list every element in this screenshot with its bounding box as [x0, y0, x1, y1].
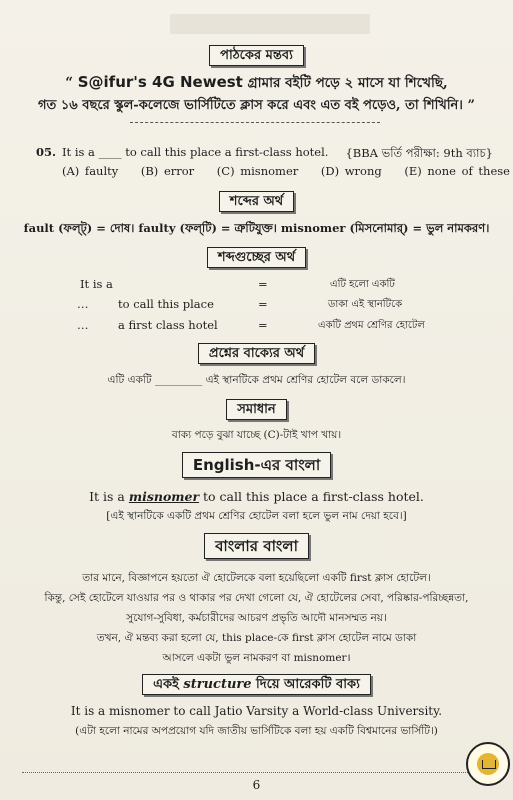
quote-line-2: গত ১৬ বছরে স্কুল-কলেজে ভার্সিটিতে ক্লাস করে এবং এত বই পড়েও, তা শিখিনি। ”	[38, 98, 475, 113]
ghost-header	[170, 14, 370, 34]
book-logo-icon	[466, 742, 510, 786]
word-meaning-wrap	[0, 190, 513, 212]
quote-line-1	[0, 72, 513, 95]
reader-box-wrap	[0, 44, 513, 66]
quote-open: “	[65, 75, 78, 91]
bangla-line-2: কিন্তু, সেই হোটেলে যাওয়ার পর ও থাকার পর দেখা গেলো যে, ঐ হোটেলের সেবা, পরিষ্কার-পরিচ্ছন্নতা,	[44, 592, 469, 604]
english-sentence-post: to call this place a first-class hotel.	[199, 489, 424, 504]
phrase-row-3-eq: =	[258, 318, 268, 332]
phrase-meaning-wrap	[0, 246, 513, 268]
word-meaning-label: শব্দের অর্থ	[219, 191, 294, 212]
question-stem: It is a ____ to call this place a first-class hotel.	[62, 145, 329, 159]
answer-word: misnomer	[128, 489, 200, 504]
phrase-row-1-eq: =	[258, 277, 268, 291]
reader-box-label: পাঠকের মন্তব্য	[209, 45, 304, 66]
same-structure-label	[142, 674, 371, 695]
english-translation: [এই স্থানটিকে একটি প্রথম শ্রেণির হোটেল বলা হলে ভুল নাম দেয়া হবে।]	[106, 510, 407, 522]
solution-text: বাক্য পড়ে বুঝা যাচ্ছে (C)-টাই খাপ খায়।	[171, 429, 342, 441]
phrase-row-3-en: a first class hotel	[118, 318, 218, 332]
solution-wrap	[0, 398, 513, 420]
same-structure-wrap	[0, 673, 513, 695]
english-bangla-wrap	[0, 452, 513, 478]
sentence-meaning-label: প্রশ্নের বাক্যের অর্থ	[198, 343, 315, 364]
divider	[130, 122, 380, 123]
bangla-line-3: সুযোগ-সুবিধা, কর্মচারীদের আচরণ প্রভৃতি আদৌ মানসম্মত নয়।	[126, 612, 387, 624]
phrase-row-2-en: to call this place	[118, 297, 214, 311]
phrase-meaning-label: শব্দগুচ্ছের অর্থ	[207, 247, 306, 268]
bangla-bangla-label: বাংলার বাংলা	[204, 533, 309, 559]
question-number: 05.	[36, 145, 57, 159]
same-structure-sentence: It is a misnomer to call Jatio Varsity a World-class University.	[70, 704, 443, 718]
english-sentence	[0, 489, 513, 504]
phrase-row-2-dots: …	[77, 297, 89, 311]
footer-rule	[22, 772, 492, 773]
bangla-bangla-wrap	[0, 533, 513, 559]
phrase-row-2-eq: =	[258, 297, 268, 311]
sentence-meaning-wrap	[0, 342, 513, 364]
same-structure-post: দিয়ে আরেকটি বাক্য	[251, 677, 360, 692]
phrase-row-1-bn: এটি হলো একটি	[330, 279, 395, 290]
question-options: (A) faulty (B) error (C) misnomer (D) wrong (E) none of these	[62, 164, 510, 178]
same-structure-translation: (এটা হলো নামের অপপ্রয়োগ যদি জাতীয় ভার্সিটিকে বলা হয় একটি বিশ্বমানের ভার্সিটি।)	[75, 725, 438, 737]
same-structure-pre: একই	[153, 677, 184, 692]
phrase-row-2-bn: ডাকা এই স্থানটিকে	[328, 299, 403, 310]
word-meaning-line: fault (ফল্‌ট্) = দোষ। faulty (ফল্‌টি) = ত্রুটিযুক্ত। misnomer (মিসনোমার্) = ভুল নামকরণ।	[23, 221, 490, 235]
bangla-line-4: তখন, ঐ মন্তব্য করা হলো যে, this place-কে first ক্লাস হোটেল নামে ডাকা	[96, 632, 417, 644]
sentence-meaning-text: এটি একটি _________ এই স্থানটিকে প্রথম শ্রেণির হোটেল বলে ডাকলে।	[107, 374, 406, 386]
question-source: {BBA ভর্তি পরীক্ষা: 9th ব্যাচ}	[345, 146, 493, 160]
phrase-row-3-dots: …	[77, 318, 89, 332]
phrase-row-3-bn: একটি প্রথম শ্রেণির হোটেল	[318, 320, 425, 331]
solution-label: সমাধান	[226, 399, 286, 420]
quote-text-1: গ্রামার বইটি পড়ে ২ মাসে যা শিখেছি,	[242, 75, 448, 91]
bangla-line-5: আসলে একটা ভুল নামকরণ বা misnomer।	[162, 652, 351, 664]
english-bangla-label: English-এর বাংলা	[182, 452, 331, 478]
page-number: 6	[252, 778, 261, 792]
english-sentence-pre: It is a	[89, 489, 129, 504]
logo-book-shape	[482, 760, 496, 769]
phrase-row-1-en: It is a	[80, 277, 113, 291]
same-structure-em: structure	[183, 677, 252, 692]
brand-name: S@ifur's 4G Newest	[77, 73, 243, 91]
bangla-line-1: তার মানে, বিজ্ঞাপনে হয়তো ঐ হোটেলকে বলা হয়েছিলো একটি first ক্লাস হোটেল।	[82, 572, 431, 584]
